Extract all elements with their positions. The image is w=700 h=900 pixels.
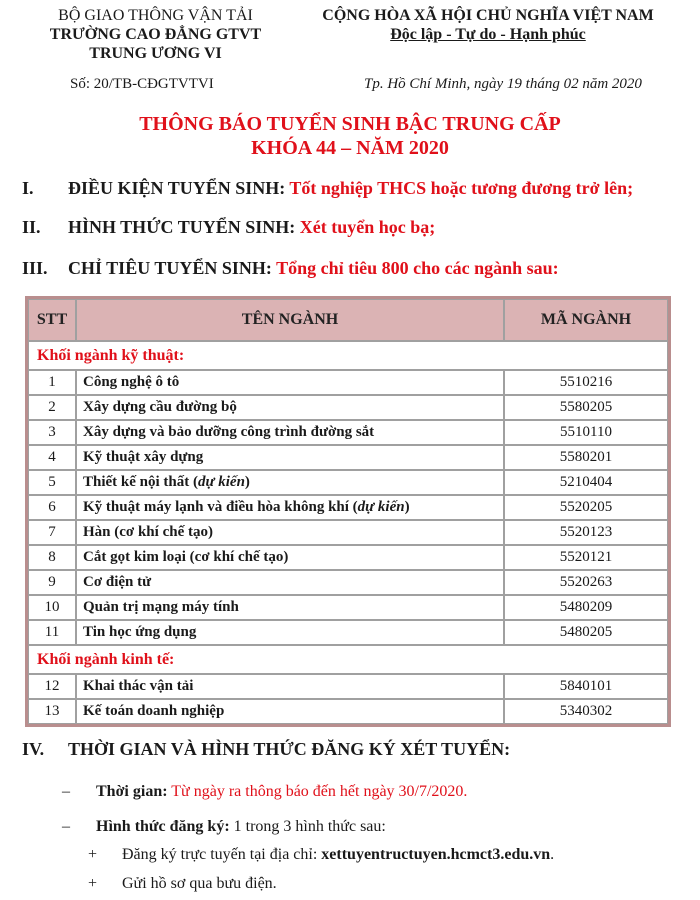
table-row xyxy=(28,570,668,595)
nation-name: CỘNG HÒA XÃ HỘI CHỦ NGHĨA VIỆT NAM xyxy=(322,7,654,24)
table-row xyxy=(28,595,668,620)
table-row xyxy=(28,495,668,520)
row-stt: 3 xyxy=(28,420,76,445)
document-title: THÔNG BÁO TUYỂN SINH BẬC TRUNG CẤP xyxy=(139,113,561,135)
row-stt: 5 xyxy=(28,470,76,495)
row-major-code: 5520121 xyxy=(504,545,668,570)
row-major-code: 5580205 xyxy=(504,395,668,420)
section-admission-quota xyxy=(22,258,559,279)
method-post xyxy=(88,875,277,893)
row-major-name xyxy=(76,495,504,520)
row-stt: 2 xyxy=(28,395,76,420)
majors-table xyxy=(25,296,671,727)
plus-bullet: + xyxy=(88,846,98,863)
school-name-line1: TRƯỜNG CAO ĐẲNG GTVT xyxy=(49,26,262,43)
document-number: Số: 20/TB-CĐGTVTVI xyxy=(70,76,214,92)
row-major-code: 5520205 xyxy=(504,495,668,520)
row-stt: 7 xyxy=(28,520,76,545)
group-label: Khối ngành kỹ thuật: xyxy=(28,341,668,370)
table-row xyxy=(28,545,668,570)
row-stt: 1 xyxy=(28,370,76,395)
group-row-economics xyxy=(28,645,668,674)
section-label: THỜI GIAN VÀ HÌNH THỨC ĐĂNG KÝ XÉT TUYỂN: xyxy=(68,739,511,759)
section-admission-form xyxy=(22,217,435,238)
section-number: II. xyxy=(22,217,41,237)
post-text: Gửi hồ sơ qua bưu điện. xyxy=(122,875,277,892)
table-row xyxy=(28,470,668,495)
online-url-link[interactable]: xettuyentructuyen.hcmct3.edu.vn xyxy=(321,846,551,863)
agency-name: BỘ GIAO THÔNG VẬN TẢI xyxy=(58,7,253,24)
time-value: Từ ngày ra thông báo đến hết ngày 30/7/2020. xyxy=(171,783,468,800)
online-prefix: Đăng ký trực tuyến tại địa chỉ: xyxy=(122,846,322,863)
section-admission-condition xyxy=(22,178,633,199)
group-row-technical xyxy=(28,341,668,370)
row-stt: 6 xyxy=(28,495,76,520)
row-major-name: Công nghệ ô tô xyxy=(76,370,504,395)
online-suffix: . xyxy=(550,846,555,863)
major-name-text: Thiết kế nội thất ( xyxy=(83,474,199,490)
row-stt: 8 xyxy=(28,545,76,570)
row-major-name: Xây dựng cầu đường bộ xyxy=(76,395,504,420)
dash-bullet: – xyxy=(62,783,70,800)
column-header-name: TÊN NGÀNH xyxy=(76,299,504,341)
registration-method xyxy=(62,818,386,836)
row-major-name: Quản trị mạng máy tính xyxy=(76,595,504,620)
row-major-name: Khai thác vận tải xyxy=(76,674,504,699)
method-value: 1 trong 3 hình thức sau: xyxy=(229,818,386,835)
row-stt: 4 xyxy=(28,445,76,470)
major-name-text: Kỹ thuật máy lạnh và điều hòa không khí ( xyxy=(83,499,358,515)
table-row xyxy=(28,395,668,420)
row-stt: 9 xyxy=(28,570,76,595)
table-row xyxy=(28,370,668,395)
header-left xyxy=(28,6,283,63)
table-header-row xyxy=(28,299,668,341)
row-stt: 13 xyxy=(28,699,76,724)
group-label: Khối ngành kinh tế: xyxy=(28,645,668,674)
row-major-code: 5840101 xyxy=(504,674,668,699)
place-date: Tp. Hồ Chí Minh, ngày 19 tháng 02 năm 2020 xyxy=(364,76,642,92)
row-major-name: Cơ điện tử xyxy=(76,570,504,595)
time-label: Thời gian: xyxy=(96,783,168,800)
row-major-code: 5480209 xyxy=(504,595,668,620)
table-row xyxy=(28,445,668,470)
section-value: Tốt nghiệp THCS hoặc tương đương trở lên; xyxy=(289,178,634,198)
table-row xyxy=(28,699,668,724)
section-label: HÌNH THỨC TUYỂN SINH: xyxy=(68,217,296,237)
table-row xyxy=(28,520,668,545)
section-label: CHỈ TIÊU TUYỂN SINH: xyxy=(68,258,272,278)
registration-time xyxy=(62,783,467,801)
document-subtitle: KHÓA 44 – NĂM 2020 xyxy=(251,137,449,159)
row-major-code: 5580201 xyxy=(504,445,668,470)
row-major-code: 5510110 xyxy=(504,420,668,445)
row-major-name: Cắt gọt kim loại (cơ khí chế tạo) xyxy=(76,545,504,570)
row-major-code: 5480205 xyxy=(504,620,668,645)
row-major-name: Hàn (cơ khí chế tạo) xyxy=(76,520,504,545)
row-major-code: 5510216 xyxy=(504,370,668,395)
row-stt: 10 xyxy=(28,595,76,620)
major-name-end: ) xyxy=(244,474,250,490)
dash-bullet: – xyxy=(62,818,70,835)
table-row xyxy=(28,674,668,699)
national-motto: Độc lập - Tự do - Hạnh phúc xyxy=(390,26,586,43)
column-header-stt: STT xyxy=(28,299,76,341)
row-major-name: Xây dựng và bảo dưỡng công trình đường sắt xyxy=(76,420,504,445)
row-major-code: 5210404 xyxy=(504,470,668,495)
tentative-note: dự kiến xyxy=(198,474,245,490)
row-major-code: 5340302 xyxy=(504,699,668,724)
table-row xyxy=(28,420,668,445)
tentative-note: dự kiến xyxy=(357,499,405,515)
row-major-code: 5520263 xyxy=(504,570,668,595)
table-row xyxy=(28,620,668,645)
section-value: Tổng chỉ tiêu 800 cho các ngành sau: xyxy=(276,258,559,278)
section-number: I. xyxy=(22,178,34,198)
school-name-line2: TRUNG ƯƠNG VI xyxy=(89,45,222,62)
section-registration xyxy=(22,739,510,760)
method-label: Hình thức đăng ký: xyxy=(96,818,230,835)
row-major-name: Kế toán doanh nghiệp xyxy=(76,699,504,724)
row-stt: 11 xyxy=(28,620,76,645)
row-major-name xyxy=(76,470,504,495)
column-header-code: MÃ NGÀNH xyxy=(504,299,668,341)
row-major-name: Tin học ứng dụng xyxy=(76,620,504,645)
plus-bullet: + xyxy=(88,875,98,892)
section-number: III. xyxy=(22,258,48,278)
section-value: Xét tuyển học bạ; xyxy=(299,217,436,237)
header-right xyxy=(298,6,678,44)
method-online xyxy=(88,846,554,864)
row-major-name: Kỹ thuật xây dựng xyxy=(76,445,504,470)
row-major-code: 5520123 xyxy=(504,520,668,545)
section-number: IV. xyxy=(22,739,45,759)
row-stt: 12 xyxy=(28,674,76,699)
section-label: ĐIỀU KIỆN TUYỂN SINH: xyxy=(68,178,286,198)
major-name-end: ) xyxy=(404,499,410,515)
